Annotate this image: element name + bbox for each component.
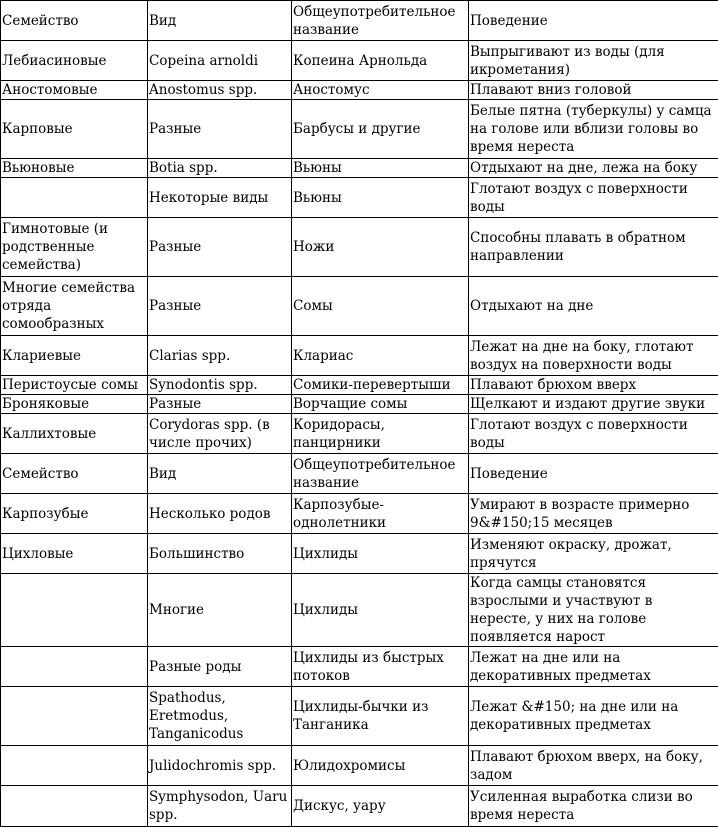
table-row: [1, 178, 718, 218]
header-row: [1, 1, 718, 41]
behavior-cell: Когда самцы становятся взрослыми и участвуют в нересте, у них на голове появляется нарост: [469, 574, 718, 647]
behavior-cell: Плавают вниз головой: [469, 81, 718, 100]
behavior-cell: Поведение: [469, 1, 718, 41]
species-cell: Clarias spp.: [148, 336, 292, 376]
family-cell: [1, 786, 148, 827]
common-name-cell: Ворчащие сомы: [292, 395, 469, 414]
species-cell: Многие: [148, 574, 292, 647]
family-cell: Гимнотовые (и родственные семейства): [1, 218, 148, 277]
common-name-cell: Цихлиды: [292, 574, 469, 647]
common-name-cell: Аностомус: [292, 81, 469, 100]
common-name-cell: Общеупотребительное название: [292, 1, 469, 41]
common-name-cell: Дискус, уару: [292, 786, 469, 827]
behavior-cell: Отдыхают на дне, лежа на боку: [469, 159, 718, 178]
family-cell: [1, 746, 148, 786]
behavior-cell: Выпрыгивают из воды (для икрометания): [469, 41, 718, 81]
family-cell: [1, 687, 148, 746]
family-cell: Лебиасиновые: [1, 41, 148, 81]
species-cell: Разные: [148, 100, 292, 159]
species-cell: Spathodus, Eretmodus, Tanganicodus: [148, 687, 292, 746]
family-cell: Семейство: [1, 454, 148, 494]
family-cell: [1, 178, 148, 218]
table-row: [1, 494, 718, 534]
family-cell: Клариевые: [1, 336, 148, 376]
common-name-cell: Копеина Арнольда: [292, 41, 469, 81]
family-cell: [1, 647, 148, 687]
common-name-cell: Юлидохромисы: [292, 746, 469, 786]
behavior-cell: Плавают брюхом вверх: [469, 376, 718, 395]
family-cell: Семейство: [1, 1, 148, 41]
common-name-cell: Ножи: [292, 218, 469, 277]
family-cell: Каллихтовые: [1, 414, 148, 454]
table-row: [1, 159, 718, 178]
species-cell: Разные: [148, 218, 292, 277]
behavior-cell: Плавают брюхом вверх, на боку, задом: [469, 746, 718, 786]
species-cell: Botia spp.: [148, 159, 292, 178]
table-row: [1, 647, 718, 687]
family-cell: Карповые: [1, 100, 148, 159]
species-cell: Symphysodon, Uaru spp.: [148, 786, 292, 827]
common-name-cell: Клариас: [292, 336, 469, 376]
family-cell: [1, 574, 148, 647]
common-name-cell: Барбусы и другие: [292, 100, 469, 159]
table-row: [1, 81, 718, 100]
table-row: [1, 218, 718, 277]
species-cell: Anostomus spp.: [148, 81, 292, 100]
species-cell: Разные: [148, 277, 292, 336]
common-name-cell: Вьюны: [292, 159, 469, 178]
behavior-cell: Поведение: [469, 454, 718, 494]
species-cell: Вид: [148, 454, 292, 494]
common-name-cell: Общеупотребительное название: [292, 454, 469, 494]
behavior-cell: Щелкают и издают другие звуки: [469, 395, 718, 414]
table-row: [1, 786, 718, 827]
behavior-cell: Глотают воздух с поверхности воды: [469, 178, 718, 218]
common-name-cell: Сомики-перевертыши: [292, 376, 469, 395]
common-name-cell: Сомы: [292, 277, 469, 336]
species-cell: Copeina arnoldi: [148, 41, 292, 81]
behavior-cell: Усиленная выработка слизи во время нереста: [469, 786, 718, 827]
table-row: [1, 41, 718, 81]
common-name-cell: Цихлиды-бычки из Танганика: [292, 687, 469, 746]
table-row: [1, 100, 718, 159]
table-row: [1, 574, 718, 647]
behavior-cell: Умирают в возрасте примерно 9&#150;15 месяцев: [469, 494, 718, 534]
behavior-cell: Изменяют окраску, дрожат, прячутся: [469, 534, 718, 574]
table-row: [1, 687, 718, 746]
behavior-cell: Глотают воздух с поверхности воды: [469, 414, 718, 454]
table-row: [1, 534, 718, 574]
family-cell: Карпозубые: [1, 494, 148, 534]
species-cell: Большинство: [148, 534, 292, 574]
behavior-cell: Лежат на дне на боку, глотают воздух на поверхности воды: [469, 336, 718, 376]
family-cell: Перистоусые сомы: [1, 376, 148, 395]
common-name-cell: Коридорасы, панцирники: [292, 414, 469, 454]
behavior-cell: Способны плавать в обратном направлении: [469, 218, 718, 277]
species-cell: Некоторые виды: [148, 178, 292, 218]
table-row: [1, 395, 718, 414]
family-cell: Аностомовые: [1, 81, 148, 100]
behavior-cell: Отдыхают на дне: [469, 277, 718, 336]
species-cell: Несколько родов: [148, 494, 292, 534]
behavior-cell: Лежат &#150; на дне или на декоративных предметах: [469, 687, 718, 746]
table-row: [1, 376, 718, 395]
common-name-cell: Цихлиды: [292, 534, 469, 574]
common-name-cell: Вьюны: [292, 178, 469, 218]
common-name-cell: Цихлиды из быстрых потоков: [292, 647, 469, 687]
header-row: [1, 454, 718, 494]
species-cell: Разные роды: [148, 647, 292, 687]
species-cell: Разные: [148, 395, 292, 414]
species-cell: Synodontis spp.: [148, 376, 292, 395]
table-row: [1, 414, 718, 454]
table-row: [1, 277, 718, 336]
family-cell: Вьюновые: [1, 159, 148, 178]
family-cell: Броняковые: [1, 395, 148, 414]
family-cell: Цихловые: [1, 534, 148, 574]
common-name-cell: Карпозубые-однолетники: [292, 494, 469, 534]
family-cell: Многие семейства отряда сомообразных: [1, 277, 148, 336]
behavior-cell: Лежат на дне или на декоративных предметах: [469, 647, 718, 687]
table-body: [1, 1, 718, 827]
behavior-cell: Белые пятна (туберкулы) у самца на голове или вблизи головы во время нереста: [469, 100, 718, 159]
table-row: [1, 746, 718, 786]
species-cell: Julidochromis spp.: [148, 746, 292, 786]
species-cell: Corydoras spp. (в числе прочих): [148, 414, 292, 454]
species-cell: Вид: [148, 1, 292, 41]
table-row: [1, 336, 718, 376]
